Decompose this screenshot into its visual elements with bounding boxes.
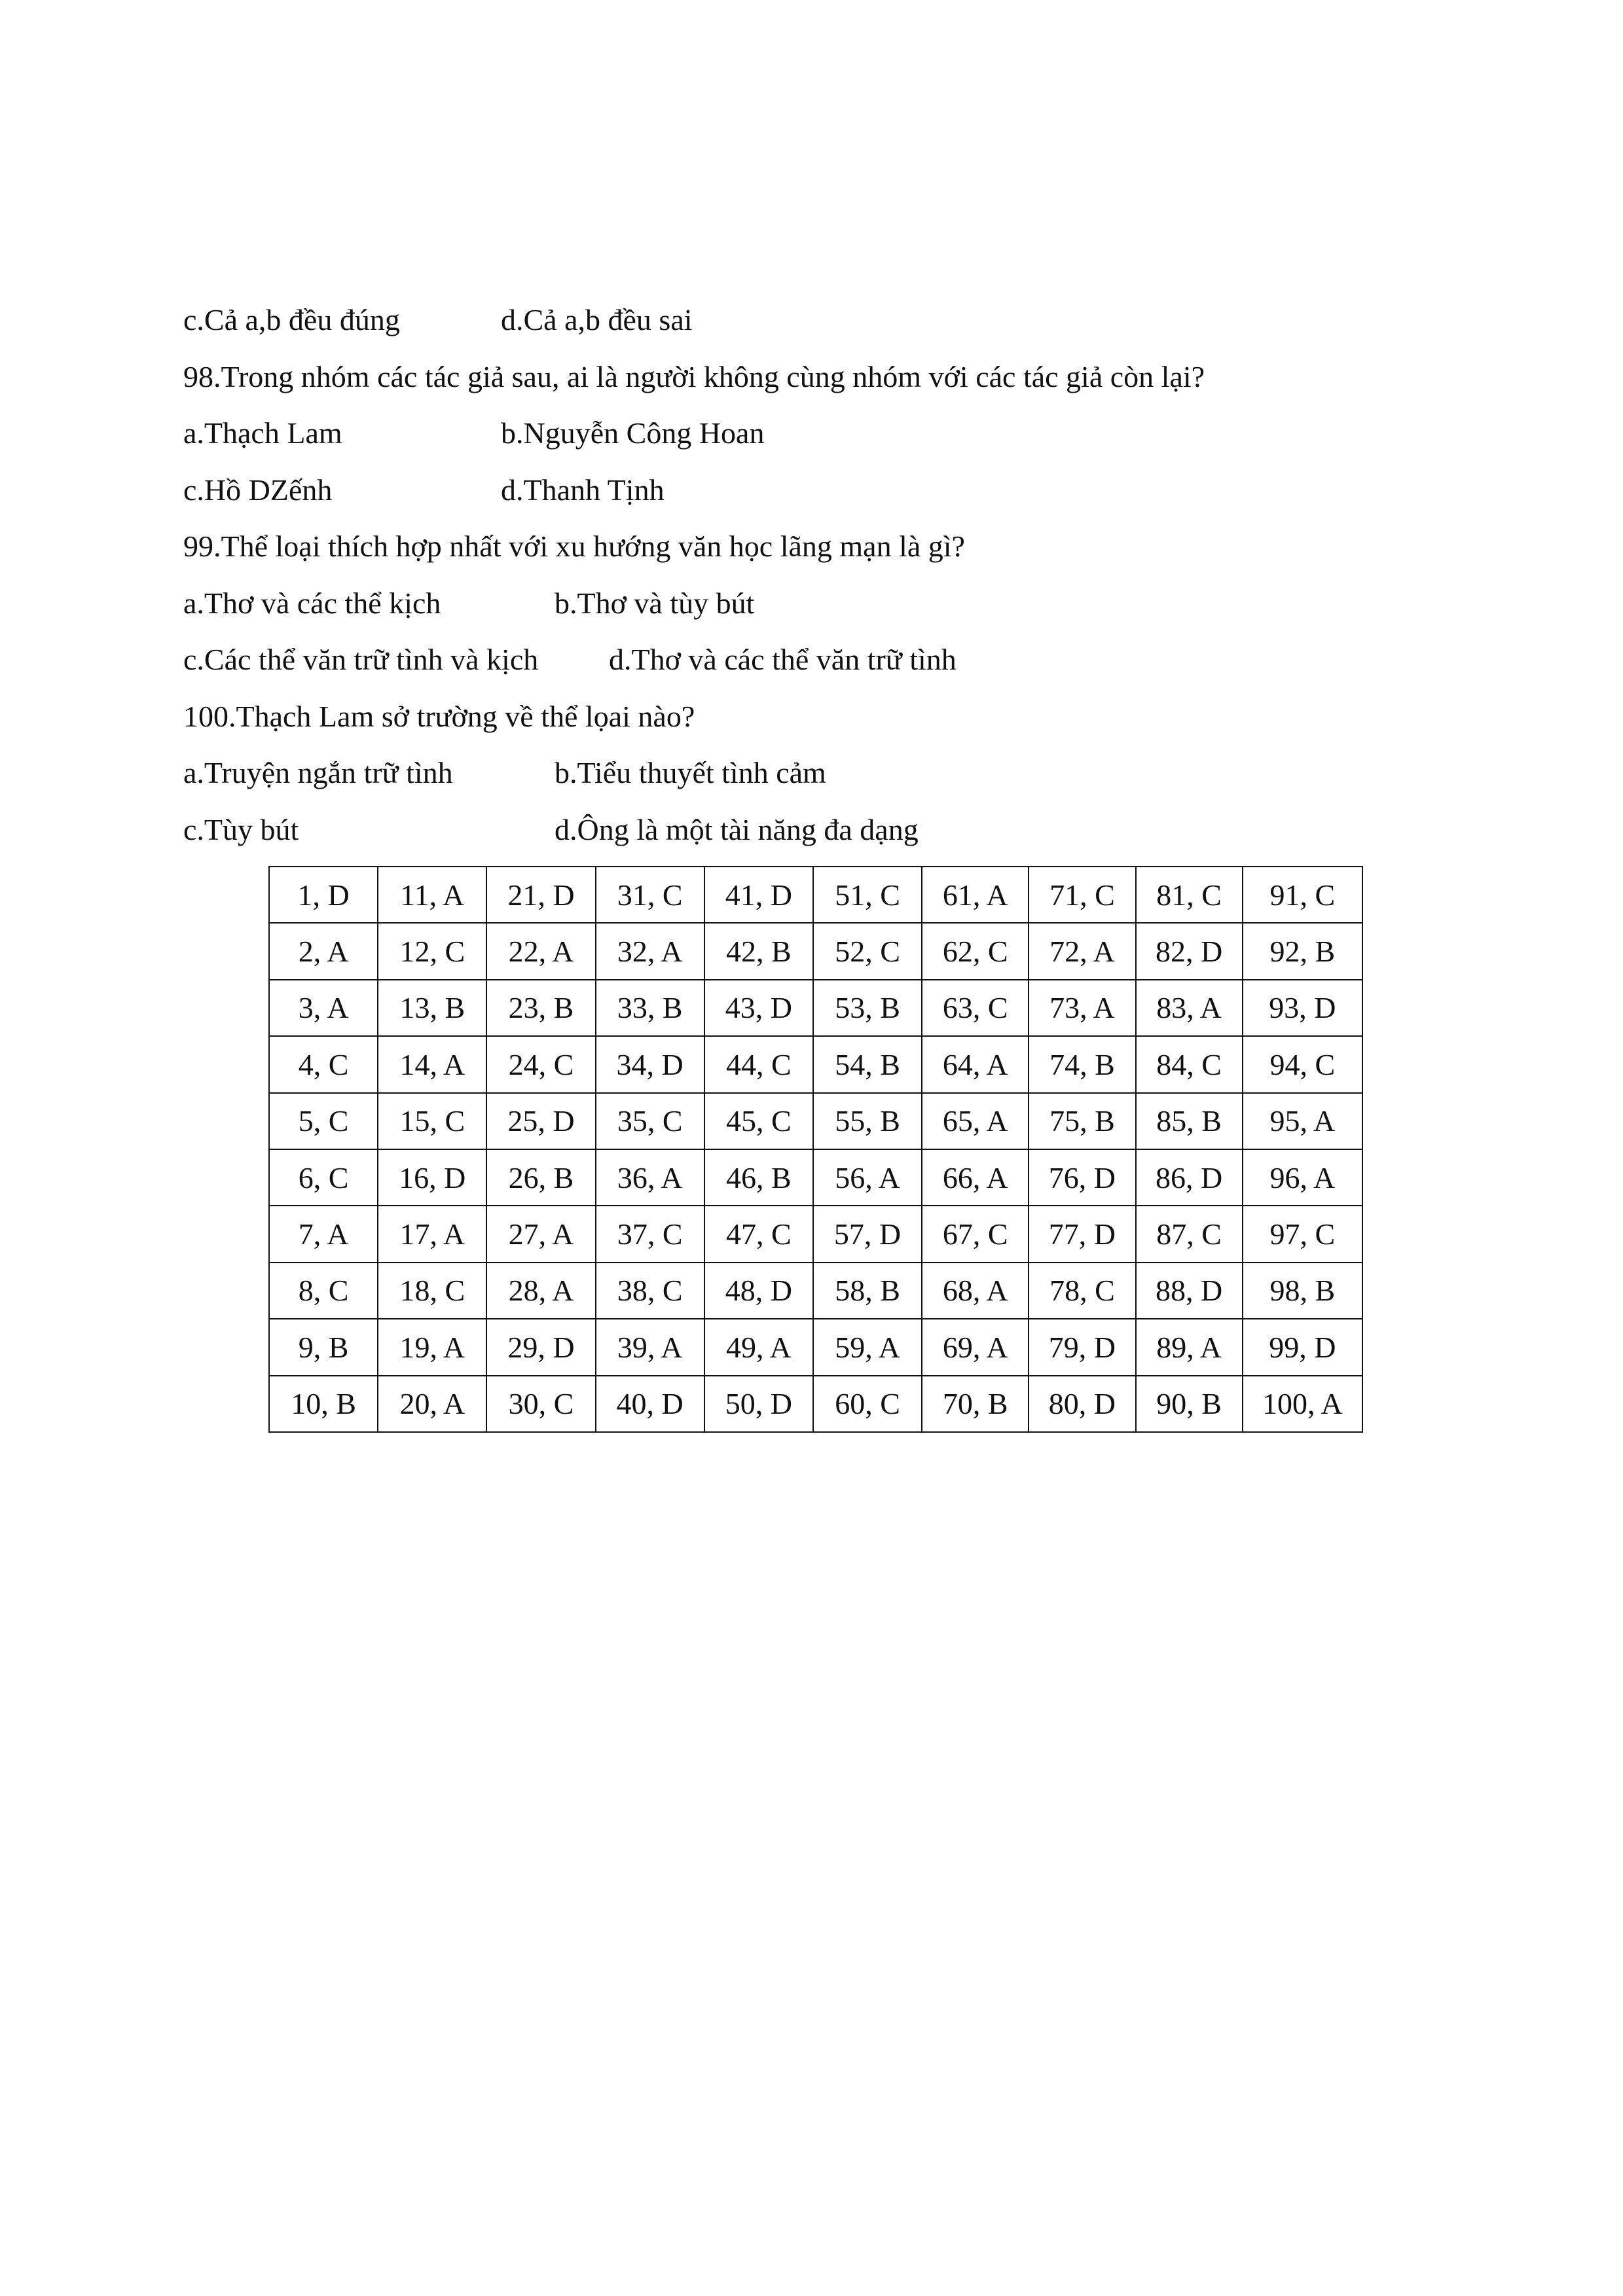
answer-cell: 79, D	[1029, 1319, 1135, 1375]
answer-cell: 61, A	[922, 867, 1029, 923]
answer-cell: 71, C	[1029, 867, 1135, 923]
answer-cell: 23, B	[486, 980, 595, 1036]
answer-cell: 85, B	[1136, 1093, 1243, 1149]
answer-cell: 20, A	[378, 1376, 486, 1432]
answer-cell: 72, A	[1029, 923, 1135, 979]
answer-cell: 6, C	[269, 1149, 378, 1206]
answer-cell: 47, C	[704, 1206, 813, 1262]
answer-cell: 96, A	[1243, 1149, 1362, 1206]
answer-cell: 60, C	[813, 1376, 922, 1432]
answer-cell: 54, B	[813, 1036, 922, 1092]
answer-cell: 15, C	[378, 1093, 486, 1149]
answer-row	[269, 867, 1362, 923]
answer-cell: 97, C	[1243, 1206, 1362, 1262]
q98-option-c: c.Hồ DZếnh	[183, 473, 333, 507]
answer-key-table	[268, 866, 1363, 1433]
q97-option-d: d.Cả a,b đều sai	[501, 303, 693, 336]
answer-cell: 67, C	[922, 1206, 1029, 1262]
q99-option-b: b.Thơ và tùy bút	[555, 586, 755, 620]
answer-cell: 9, B	[269, 1319, 378, 1375]
answer-cell: 91, C	[1243, 867, 1362, 923]
answer-cell: 81, C	[1136, 867, 1243, 923]
answer-cell: 100, A	[1243, 1376, 1362, 1432]
answer-row	[269, 1376, 1362, 1432]
answer-cell: 80, D	[1029, 1376, 1135, 1432]
q99-option-d: d.Thơ và các thể văn trữ tình	[609, 643, 957, 676]
answer-cell: 45, C	[704, 1093, 813, 1149]
answer-cell: 58, B	[813, 1263, 922, 1319]
answer-row	[269, 1206, 1362, 1262]
answer-cell: 95, A	[1243, 1093, 1362, 1149]
answer-cell: 5, C	[269, 1093, 378, 1149]
q97-option-c: c.Cả a,b đều đúng	[183, 303, 400, 336]
answer-cell: 92, B	[1243, 923, 1362, 979]
q100-option-a: a.Truyện ngắn trữ tình	[183, 756, 453, 789]
q98-option-b: b.Nguyễn Công Hoan	[501, 416, 765, 450]
answer-cell: 35, C	[596, 1093, 704, 1149]
q98-option-a: a.Thạch Lam	[183, 416, 342, 450]
answer-cell: 40, D	[596, 1376, 704, 1432]
answer-cell: 2, A	[269, 923, 378, 979]
answer-cell: 66, A	[922, 1149, 1029, 1206]
answer-cell: 41, D	[704, 867, 813, 923]
answer-cell: 17, A	[378, 1206, 486, 1262]
answer-cell: 57, D	[813, 1206, 922, 1262]
answer-cell: 36, A	[596, 1149, 704, 1206]
q99-text: 99.Thể loại thích hợp nhất với xu hướng văn học lãng mạn là gì?	[183, 529, 965, 563]
answer-cell: 89, A	[1136, 1319, 1243, 1375]
answer-cell: 52, C	[813, 923, 922, 979]
answer-row	[269, 1319, 1362, 1375]
answer-cell: 55, B	[813, 1093, 922, 1149]
q99-option-a: a.Thơ và các thể kịch	[183, 586, 441, 620]
answer-cell: 50, D	[704, 1376, 813, 1432]
answer-cell: 78, C	[1029, 1263, 1135, 1319]
q98-text: 98.Trong nhóm các tác giả sau, ai là người không cùng nhóm với các tác giả còn lại?	[183, 360, 1205, 393]
answer-cell: 46, B	[704, 1149, 813, 1206]
answer-cell: 37, C	[596, 1206, 704, 1262]
answer-cell: 43, D	[704, 980, 813, 1036]
answer-cell: 27, A	[486, 1206, 595, 1262]
answer-cell: 65, A	[922, 1093, 1029, 1149]
answer-cell: 75, B	[1029, 1093, 1135, 1149]
answer-cell: 93, D	[1243, 980, 1362, 1036]
q100-option-b: b.Tiểu thuyết tình cảm	[555, 756, 826, 789]
answer-cell: 30, C	[486, 1376, 595, 1432]
answer-cell: 38, C	[596, 1263, 704, 1319]
answer-cell: 29, D	[486, 1319, 595, 1375]
answer-cell: 8, C	[269, 1263, 378, 1319]
answer-cell: 28, A	[486, 1263, 595, 1319]
answer-cell: 56, A	[813, 1149, 922, 1206]
answer-cell: 83, A	[1136, 980, 1243, 1036]
answer-cell: 16, D	[378, 1149, 486, 1206]
answer-cell: 39, A	[596, 1319, 704, 1375]
answer-cell: 53, B	[813, 980, 922, 1036]
answer-cell: 73, A	[1029, 980, 1135, 1036]
answer-cell: 90, B	[1136, 1376, 1243, 1432]
answer-cell: 48, D	[704, 1263, 813, 1319]
answer-row	[269, 1149, 1362, 1206]
q100-option-c: c.Tùy bút	[183, 813, 299, 846]
answer-cell: 70, B	[922, 1376, 1029, 1432]
answer-row	[269, 1036, 1362, 1092]
answer-cell: 3, A	[269, 980, 378, 1036]
answer-cell: 63, C	[922, 980, 1029, 1036]
answer-cell: 69, A	[922, 1319, 1029, 1375]
answer-cell: 42, B	[704, 923, 813, 979]
answer-cell: 32, A	[596, 923, 704, 979]
answer-row	[269, 923, 1362, 979]
answer-cell: 24, C	[486, 1036, 595, 1092]
answer-cell: 51, C	[813, 867, 922, 923]
answer-cell: 99, D	[1243, 1319, 1362, 1375]
answer-cell: 4, C	[269, 1036, 378, 1092]
q100-option-d: d.Ông là một tài năng đa dạng	[555, 813, 919, 846]
answer-cell: 64, A	[922, 1036, 1029, 1092]
answer-cell: 34, D	[596, 1036, 704, 1092]
answer-cell: 21, D	[486, 867, 595, 923]
answer-cell: 13, B	[378, 980, 486, 1036]
answer-cell: 14, A	[378, 1036, 486, 1092]
answer-cell: 59, A	[813, 1319, 922, 1375]
answer-cell: 1, D	[269, 867, 378, 923]
answer-cell: 31, C	[596, 867, 704, 923]
answer-cell: 88, D	[1136, 1263, 1243, 1319]
answer-cell: 12, C	[378, 923, 486, 979]
answer-row	[269, 980, 1362, 1036]
answer-cell: 7, A	[269, 1206, 378, 1262]
answer-cell: 98, B	[1243, 1263, 1362, 1319]
answer-cell: 82, D	[1136, 923, 1243, 979]
answer-cell: 19, A	[378, 1319, 486, 1375]
answer-row	[269, 1263, 1362, 1319]
answer-cell: 87, C	[1136, 1206, 1243, 1262]
answer-key-body	[269, 867, 1362, 1432]
answer-cell: 25, D	[486, 1093, 595, 1149]
answer-cell: 76, D	[1029, 1149, 1135, 1206]
answer-cell: 26, B	[486, 1149, 595, 1206]
answer-cell: 11, A	[378, 867, 486, 923]
answer-cell: 22, A	[486, 923, 595, 979]
answer-cell: 49, A	[704, 1319, 813, 1375]
answer-cell: 84, C	[1136, 1036, 1243, 1092]
answer-cell: 10, B	[269, 1376, 378, 1432]
q100-text: 100.Thạch Lam sở trường về thể lọai nào?	[183, 700, 695, 733]
q98-option-d: d.Thanh Tịnh	[501, 473, 665, 507]
answer-cell: 33, B	[596, 980, 704, 1036]
answer-cell: 18, C	[378, 1263, 486, 1319]
answer-cell: 86, D	[1136, 1149, 1243, 1206]
answer-cell: 77, D	[1029, 1206, 1135, 1262]
answer-cell: 68, A	[922, 1263, 1029, 1319]
answer-cell: 94, C	[1243, 1036, 1362, 1092]
answer-cell: 62, C	[922, 923, 1029, 979]
q99-option-c: c.Các thể văn trữ tình và kịch	[183, 643, 539, 676]
answer-cell: 44, C	[704, 1036, 813, 1092]
answer-cell: 74, B	[1029, 1036, 1135, 1092]
answer-row	[269, 1093, 1362, 1149]
